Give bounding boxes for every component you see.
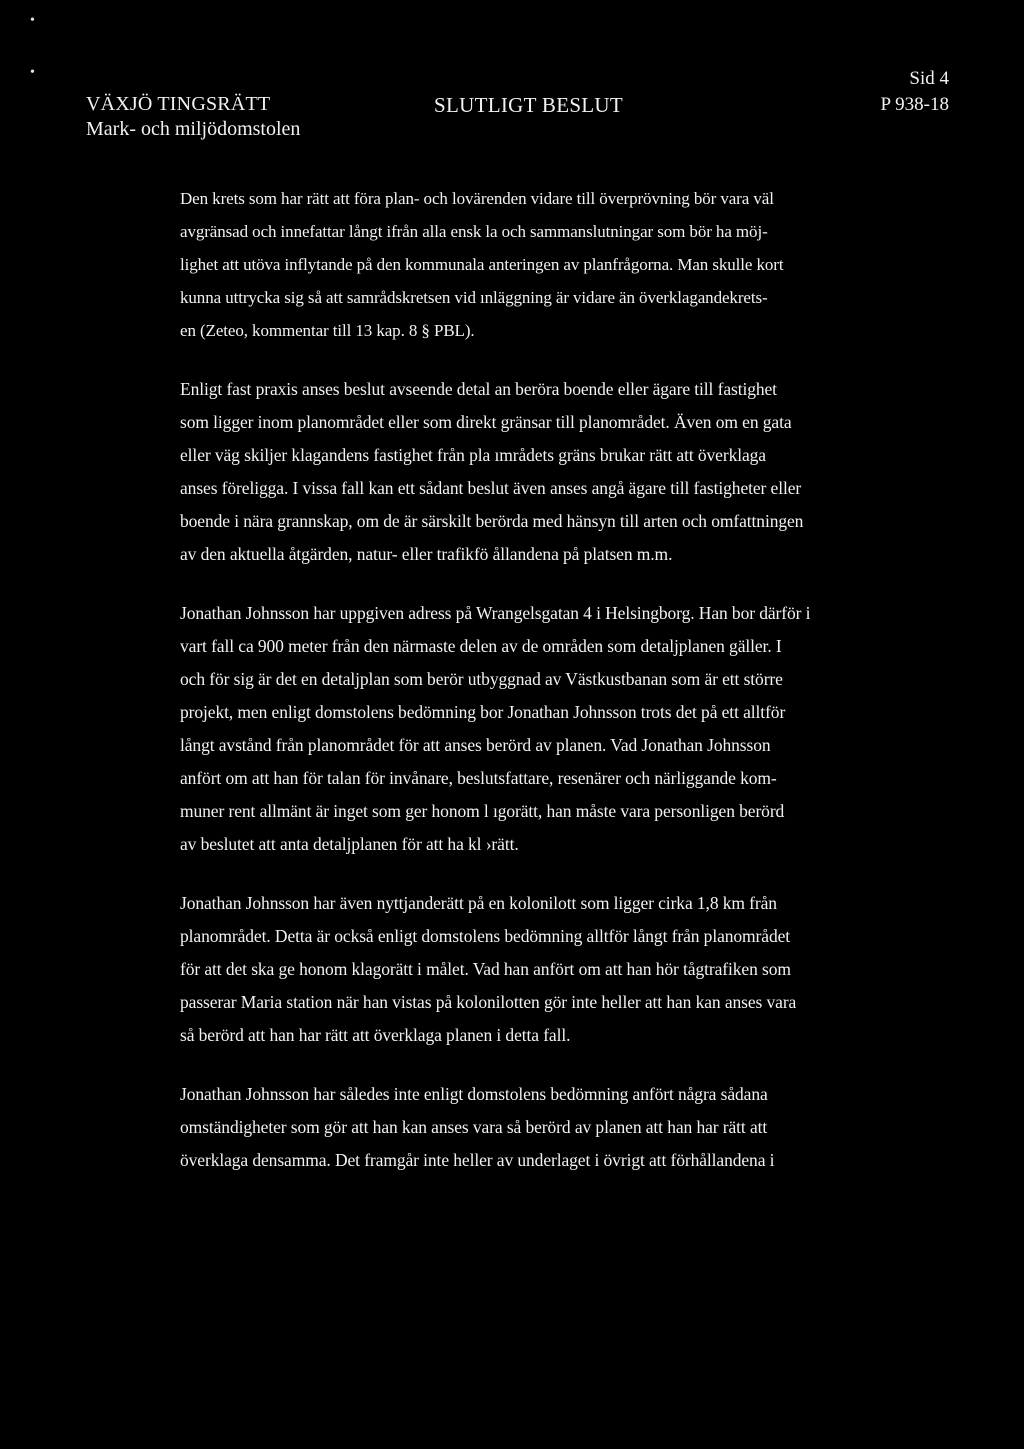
paragraph bbox=[180, 597, 950, 861]
text-line: passerar Maria station när han vistas på kolonilotten gör inte heller att han kan anses vara bbox=[180, 992, 797, 1012]
text-line: av beslutet att anta detaljplanen för att ha kl ›rätt. bbox=[180, 834, 519, 854]
text-line: Jonathan Johnsson har uppgiven adress på Wrangelsgatan 4 i Helsingborg. Han bor därför i bbox=[180, 603, 811, 623]
text-line: Jonathan Johnsson har således inte enligt domstolens bedömning anfört några sådana bbox=[180, 1084, 768, 1104]
text-line: projekt, men enligt domstolens bedömning bor Jonathan Johnsson trots det på ett alltför bbox=[180, 702, 786, 722]
text-line: anses föreligga. I vissa fall kan ett sådant beslut även anses angå ägare till fastigheter eller bbox=[180, 478, 802, 498]
text-line: omständigheter som gör att han kan anses vara så berörd av planen att han har rätt att bbox=[180, 1117, 768, 1137]
paragraph bbox=[180, 1078, 950, 1177]
text-line: planområdet. Detta är också enligt domstolens bedömning alltför långt från planområdet bbox=[180, 926, 791, 946]
page-number: Sid 4 bbox=[909, 68, 949, 89]
text-line: överklaga densamma. Det framgår inte heller av underlaget i övrigt att förhållandena i bbox=[180, 1150, 775, 1170]
text-line: eller väg skiljer klagandens fastighet från pla ımrådets gräns brukar rätt att överklaga bbox=[180, 445, 766, 465]
text-line: muner rent allmänt är inget som ger honom l ıgorätt, han måste vara personligen berörd bbox=[180, 801, 785, 821]
text-line: en (Zeteo, kommentar till 13 kap. 8 § PBL). bbox=[180, 321, 475, 340]
court-division: Mark- och miljödomstolen bbox=[86, 118, 301, 140]
text-line: avgränsad och innefattar långt ifrån alla ensk la och sammanslutningar som bör ha möj- bbox=[180, 222, 768, 241]
text-line: Jonathan Johnsson har även nyttjanderätt på en kolonilott som ligger cirka 1,8 km från bbox=[180, 893, 777, 913]
text-line: för att det ska ge honom klagorätt i målet. Vad han anfört om att han hör tågtrafiken som bbox=[180, 959, 791, 979]
page-info bbox=[881, 66, 949, 118]
text-line: så berörd att han har rätt att överklaga planen i detta fall. bbox=[180, 1025, 571, 1045]
text-line: som ligger inom planområdet eller som direkt gränsar till planområdet. Även om en gata bbox=[180, 412, 792, 432]
paragraph bbox=[180, 182, 950, 347]
paragraph bbox=[180, 373, 950, 571]
text-line: långt avstånd från planområdet för att anses berörd av planen. Vad Jonathan Johnsson bbox=[180, 735, 771, 755]
text-line: boende i nära grannskap, om de är särskilt berörda med hänsyn till arten och omfattningen bbox=[180, 511, 804, 531]
text-line: Enligt fast praxis anses beslut avseende detal an beröra boende eller ägare till fastighet bbox=[180, 379, 777, 399]
text-line: vart fall ca 900 meter från den närmaste delen av de områden som detaljplanen gäller. I bbox=[180, 636, 782, 656]
court-name: VÄXJÖ TINGSRÄTT bbox=[86, 93, 271, 115]
case-number: P 938-18 bbox=[880, 94, 949, 115]
text-line: Den krets som har rätt att föra plan- och lovärenden vidare till överprövning bör vara väl bbox=[180, 189, 774, 208]
text-line: kunna uttrycka sig så att samrådskretsen vid ınläggning är vidare än överklagandekrets- bbox=[180, 288, 768, 307]
paragraph bbox=[180, 887, 950, 1052]
court-header bbox=[86, 92, 300, 142]
document-type: SLUTLIGT BESLUT bbox=[434, 93, 624, 117]
text-line: av den aktuella åtgärden, natur- eller trafikfö ållandena på platsen m.m. bbox=[180, 544, 673, 564]
margin-mark: • bbox=[30, 65, 35, 80]
margin-mark: • bbox=[30, 13, 35, 28]
document-body bbox=[180, 182, 950, 1203]
text-line: och för sig är det en detaljplan som berör utbyggnad av Västkustbanan som är ett större bbox=[180, 669, 783, 689]
text-line: lighet att utöva inflytande på den kommunala anteringen av planfrågorna. Man skulle kort bbox=[180, 255, 784, 274]
text-line: anfört om att han för talan för invånare, beslutsfattare, resenärer och närliggande kom- bbox=[180, 768, 777, 788]
